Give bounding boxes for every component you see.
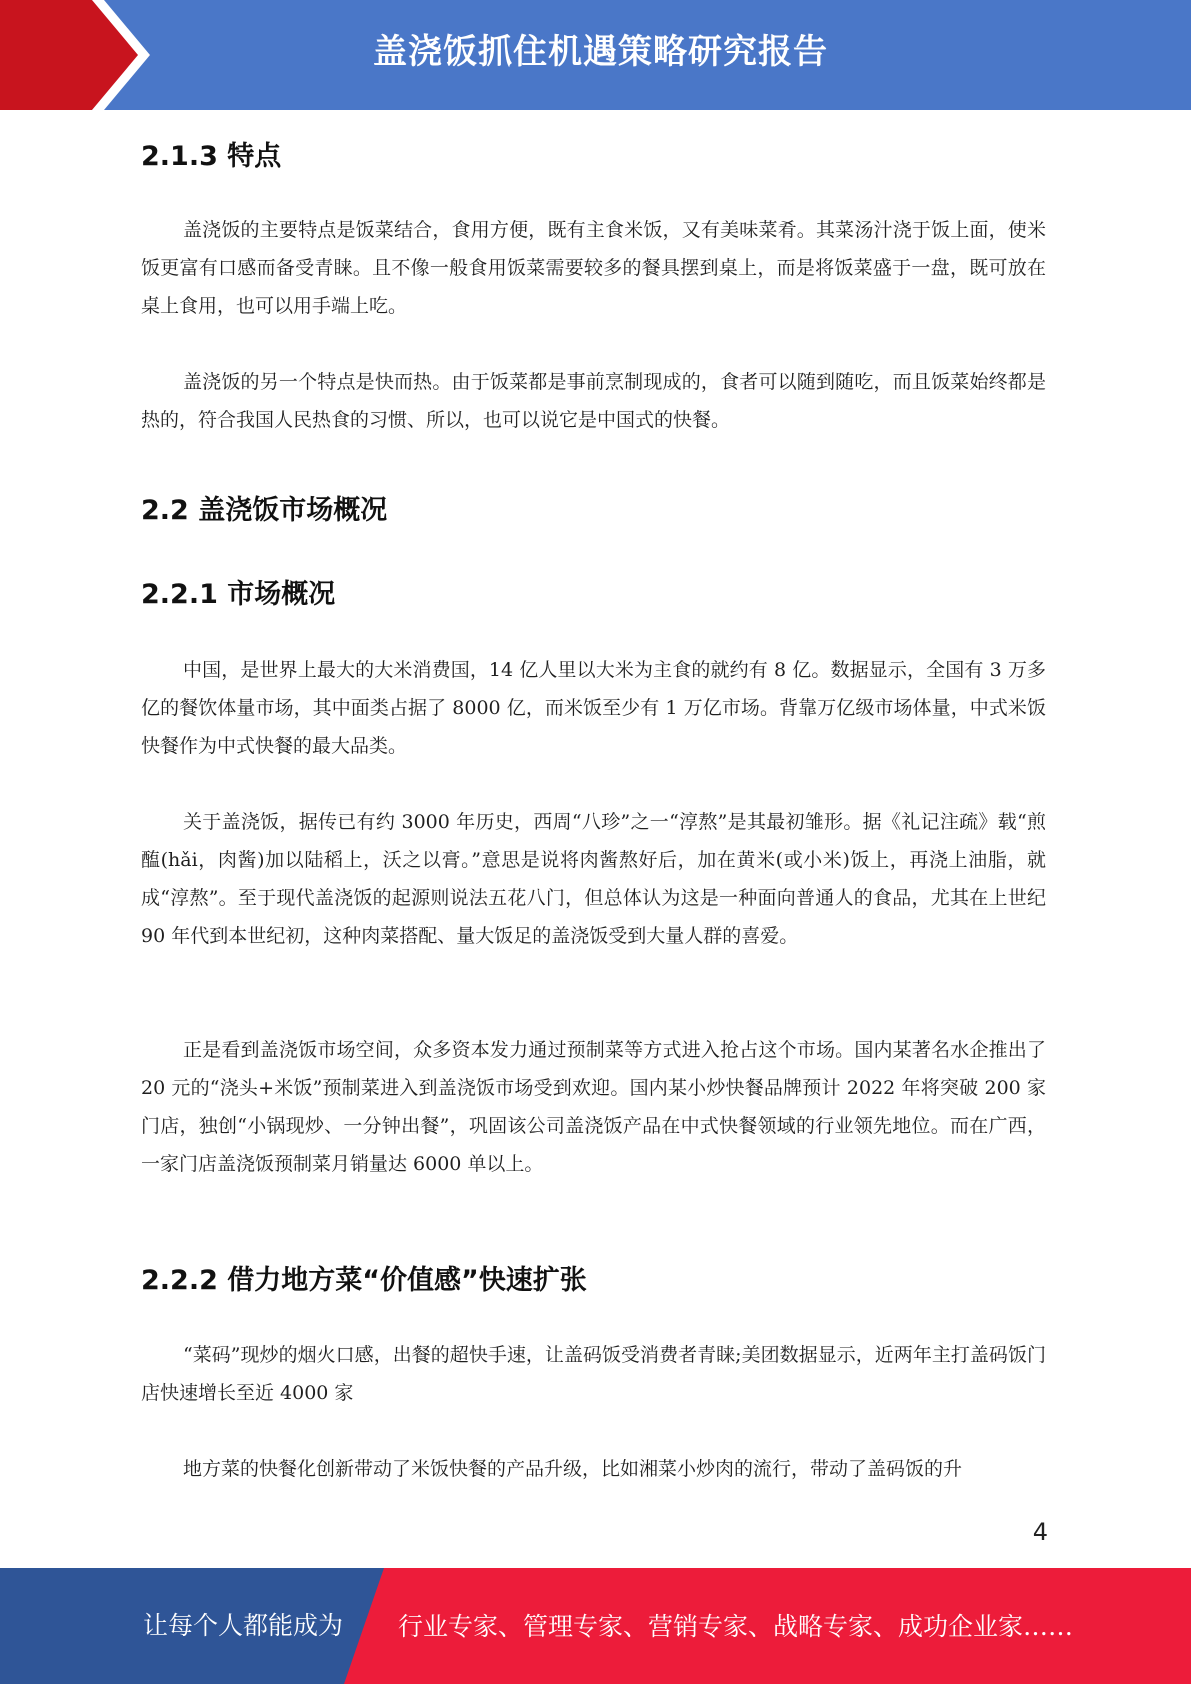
footer-banner (0, 1568, 1191, 1684)
page-number: 4 (1032, 1518, 1048, 1546)
paragraph-features-1: 盖浇饭的主要特点是饭菜结合，食用方便，既有主食米饭，又有美味菜肴。其菜汤汁浇于饭上面，使米饭更富有口感而备受青睐。且不像一般食用饭菜需要较多的餐具摆到桌上，而是将饭菜盛于一盘，既可放在桌上食用，也可以用手端上吃。 (141, 219, 1046, 317)
paragraph-market-3: 正是看到盖浇饭市场空间，众多资本发力通过预制菜等方式进入抢占这个市场。国内某著名水企推出了 20 元的“浇头+米饭”预制菜进入到盖浇饭市场受到欢迎。国内某小炒快餐品牌预计 2022 年将突破 200 家门店，独创“小锅现炒、一分钟出餐”，巩固该公司盖浇饭产品在中式快餐领域的行业领先地位。而在广西，一家门店盖浇饭预制菜月销量达 6000 单以上。 (141, 1039, 1046, 1175)
section-heading-2-2-2: 2.2.2 借力地方菜“价值感”快速扩张 (141, 1265, 587, 1296)
paragraph-market-1: 中国，是世界上最大的大米消费国，14 亿人里以大米为主食的就约有 8 亿。数据显示，全国有 3 万多亿的餐饮体量市场，其中面类占据了 8000 亿，而米饭至少有 1 万亿市场。背靠万亿级市场体量，中式米饭快餐作为中式快餐的最大品类。 (141, 659, 1046, 757)
section-heading-2-2: 2.2 盖浇饭市场概况 (141, 495, 388, 526)
report-title: 盖浇饭抓住机遇策略研究报告 (373, 32, 828, 72)
paragraph-expansion-1: “菜码”现炒的烟火口感，出餐的超快手速，让盖码饭受消费者青睐;美团数据显示，近两年主打盖码饭门店快速增长至近 4000 家 (141, 1344, 1046, 1404)
footer-slogan-left: 让每个人都能成为 (143, 1611, 344, 1640)
paragraph-market-2: 关于盖浇饭，据传已有约 3000 年历史，西周“八珍”之一“淳熬”是其最初雏形。据《礼记注疏》载“煎醢(hǎi，肉酱)加以陆稻上，沃之以膏。”意思是说将肉酱熬好后，加在黄米(或小米)饭上，再浇上油脂，就成“淳熬”。至于现代盖浇饭的起源则说法五花八门，但总体认为这是一种面向普通人的食品，尤其在上世纪 90 年代到本世纪初，这种肉菜搭配、量大饭足的盖浇饭受到大量人群的喜爱。 (141, 811, 1046, 947)
paragraph-features-2: 盖浇饭的另一个特点是快而热。由于饭菜都是事前烹制现成的，食者可以随到随吃，而且饭菜始终都是热的，符合我国人民热食的习惯、所以，也可以说它是中国式的快餐。 (141, 371, 1046, 431)
section-heading-2-2-1: 2.2.1 市场概况 (141, 579, 336, 610)
header-banner (0, 0, 1191, 110)
paragraph-expansion-2: 地方菜的快餐化创新带动了米饭快餐的产品升级，比如湘菜小炒肉的流行，带动了盖码饭的升 (183, 1458, 963, 1480)
footer-slogan-right: 行业专家、管理专家、营销专家、战略专家、成功企业家…… (398, 1612, 1074, 1641)
section-heading-2-1-3: 2.1.3 特点 (141, 141, 282, 172)
